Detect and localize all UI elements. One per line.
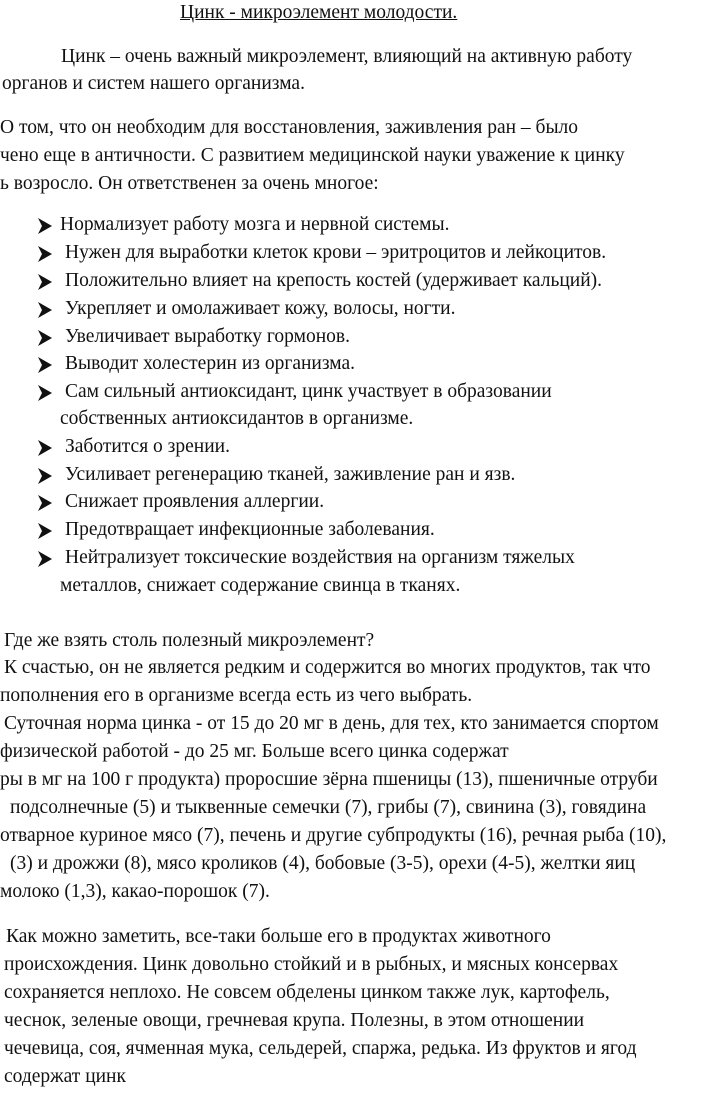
list-item-text: Нужен для выработки клеток крови – эритроцитов и лейкоцитов.	[65, 242, 607, 263]
arrowhead-bullet-icon	[36, 216, 54, 236]
conclusion-line-3: сохраняется неплохо. Не совсем обделены цинком также лук, картофель,	[4, 982, 610, 1003]
intro-line-1: Цинк – очень важный микроэлемент, влияющий на активную работу	[61, 46, 633, 67]
conclusion-line-1: Как можно заметить, все-таки больше его в продуктах животного	[6, 926, 551, 947]
arrowhead-bullet-icon	[36, 438, 54, 458]
list-item-text: Усиливает регенерацию тканей, заживление ран и язв.	[65, 464, 516, 485]
list-item-text: Нейтрализует токсические воздействия на организм тяжелых	[65, 547, 575, 568]
sources-line-9: молоко (1,3), какао-порошок (7).	[0, 881, 270, 902]
sources-line-4: физической работой - до 25 мг. Больше всего цинка содержат	[0, 741, 509, 762]
list-item-text-continued: металлов, снижает содержание свинца в тканях.	[60, 575, 461, 596]
sources-question: Где же взять столь полезный микроэлемент?	[4, 630, 375, 651]
list-item-text: Предотвращает инфекционные заболевания.	[65, 519, 435, 540]
conclusion-line-6: содержат цинк	[4, 1066, 126, 1087]
list-item-text: Выводит холестерин из организма.	[65, 353, 356, 374]
history-line-3: ь возросло. Он ответственен за очень многое:	[0, 173, 379, 194]
sources-line-8: (3) и дрожжи (8), мясо кроликов (4), бобовые (3-5), орехи (4-5), желтки яиц	[10, 853, 636, 874]
list-item-text: Нормализует работу мозга и нервной системы.	[60, 214, 450, 235]
conclusion-line-2: происхождения. Цинк довольно стойкий и в рыбных, и мясных консервах	[4, 954, 619, 975]
sources-line-3: Суточная норма цинка - от 15 до 20 мг в день, для тех, кто занимается спортом	[4, 713, 659, 734]
history-line-1: О том, что он необходим для восстановления, заживления ран – было	[0, 117, 579, 138]
list-item-text: Снижает проявления аллергии.	[65, 491, 325, 512]
arrowhead-bullet-icon	[36, 355, 54, 375]
list-item-text: Увеличивает выработку гормонов.	[65, 326, 350, 347]
list-item-text: Положительно влияет на крепость костей (удерживает кальций).	[65, 270, 603, 291]
document-title: Цинк - микроэлемент молодости.	[180, 2, 458, 23]
arrowhead-bullet-icon	[36, 244, 54, 264]
conclusion-line-5: чечевица, соя, ячменная мука, сельдерей, спаржа, редька. Из фруктов и ягод	[4, 1038, 637, 1059]
sources-line-1: К счастью, он не является редким и содержится во многих продуктов, так что	[4, 657, 651, 678]
arrowhead-bullet-icon	[36, 549, 54, 569]
arrowhead-bullet-icon	[36, 328, 54, 348]
sources-line-7: отварное куриное мясо (7), печень и другие субпродукты (16), речная рыба (10),	[0, 825, 667, 846]
arrowhead-bullet-icon	[36, 300, 54, 320]
sources-line-6: подсолнечные (5) и тыквенные семечки (7), грибы (7), свинина (3), говядина	[10, 797, 647, 818]
list-item-text: Сам сильный антиоксидант, цинк участвует в образовании	[65, 381, 552, 402]
arrowhead-bullet-icon	[36, 272, 54, 292]
conclusion-line-4: чеснок, зеленые овощи, гречневая крупа. Полезны, в этом отношении	[4, 1010, 585, 1031]
list-item-text: Укрепляет и омолаживает кожу, волосы, ногти.	[65, 298, 456, 319]
arrowhead-bullet-icon	[36, 521, 54, 541]
list-item-text: Заботится о зрении.	[65, 436, 230, 457]
list-item-text-continued: собственных антиоксидантов в организме.	[60, 408, 414, 429]
arrowhead-bullet-icon	[36, 493, 54, 513]
history-line-2: чено еще в античности. С развитием медицинской науки уважение к цинку	[0, 145, 625, 166]
arrowhead-bullet-icon	[36, 383, 54, 403]
intro-line-2: органов и систем нашего организма.	[2, 73, 305, 94]
arrowhead-bullet-icon	[36, 466, 54, 486]
sources-line-5: ры в мг на 100 г продукта) проросшие зёрна пшеницы (13), пшеничные отруби	[0, 769, 658, 790]
sources-line-2: пополнения его в организме всегда есть из чего выбрать.	[0, 685, 473, 706]
